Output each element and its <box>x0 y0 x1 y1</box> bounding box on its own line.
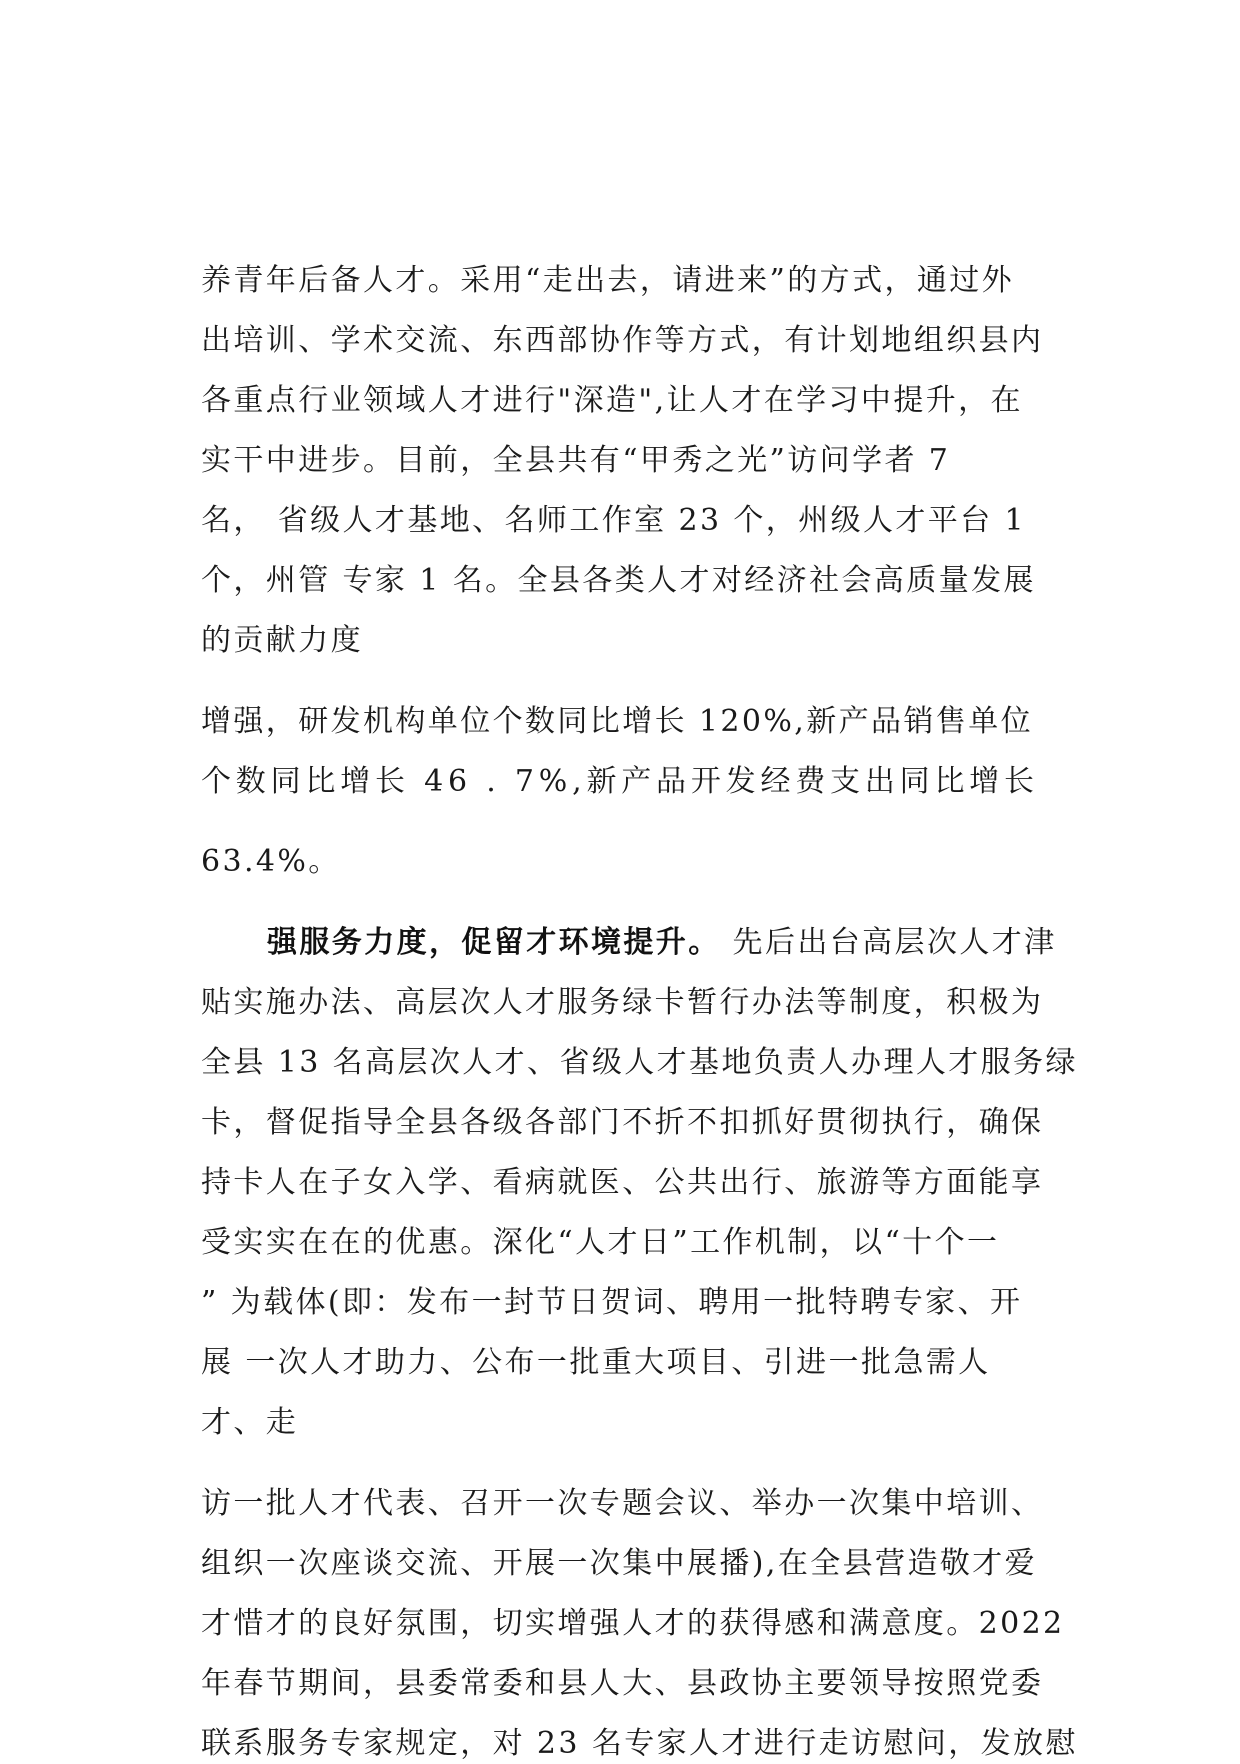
text-line: 各重点行业领域人才进行"深造",让人才在学习中提升，在 <box>201 383 1023 418</box>
text-line: 增强，研发机构单位个数同比增长 120%,新产品销售单位 <box>201 704 1034 739</box>
text-line: 全县 13 名高层次人才、省级人才基地负责人办理人才服务绿 <box>201 1045 1078 1080</box>
text-line: 63.4%。 <box>201 844 341 879</box>
text-line: 出培训、学术交流、东西部协作等方式，有计划地组织县内 <box>201 323 1044 358</box>
section-heading-line <box>267 923 1167 963</box>
text-line: 卡，督促指导全县各级各部门不折不扣抓好贯彻执行，确保 <box>201 1105 1044 1140</box>
text-line: 受实实在在的优惠。深化“人才日”工作机制，以“十个一 <box>201 1225 1000 1260</box>
text-line: 实干中进步。目前，全县共有“甲秀之光”访问学者 7 <box>201 443 951 478</box>
text-line: 的贡献力度 <box>201 623 363 658</box>
section-lead-heading: 强服务力度，促留才环境提升。 <box>267 925 721 960</box>
section-lead-text: 先后出台高层次人才津 <box>720 925 1057 960</box>
text-line: 年春节期间，县委常委和县人大、县政协主要领导按照党委 <box>201 1666 1044 1701</box>
text-line: 个数同比增长 46 . 7%,新产品开发经费支出同比增长 <box>201 764 1039 799</box>
text-line: 访一批人才代表、召开一次专题会议、举办一次集中培训、 <box>201 1486 1044 1521</box>
text-line: 组织一次座谈交流、开展一次集中展播),在全县营造敬才爱 <box>201 1546 1038 1581</box>
text-line: ” 为载体(即：发布一封节日贺词、聘用一批特聘专家、开 <box>201 1285 1023 1320</box>
text-line: 联系服务专家规定，对 23 名专家人才进行走访慰问，发放慰 <box>201 1726 1078 1761</box>
text-line: 展 一次人才助力、公布一批重大项目、引进一批急需人 <box>201 1345 991 1380</box>
text-line: 名， 省级人才基地、名师工作室 23 个，州级人才平台 1 <box>201 503 1027 538</box>
text-line: 养青年后备人才。采用“走出去，请进来”的方式，通过外 <box>201 263 1015 298</box>
text-line: 持卡人在子女入学、看病就医、公共出行、旅游等方面能享 <box>201 1165 1044 1200</box>
text-line: 个，州管 专家 1 名。全县各类人才对经济社会高质量发展 <box>201 563 1036 598</box>
text-line: 才、走 <box>201 1405 299 1440</box>
text-line: 贴实施办法、高层次人才服务绿卡暂行办法等制度，积极为 <box>201 985 1044 1020</box>
text-line: 才惜才的良好氛围，切实增强人才的获得感和满意度。2022 <box>201 1606 1065 1641</box>
